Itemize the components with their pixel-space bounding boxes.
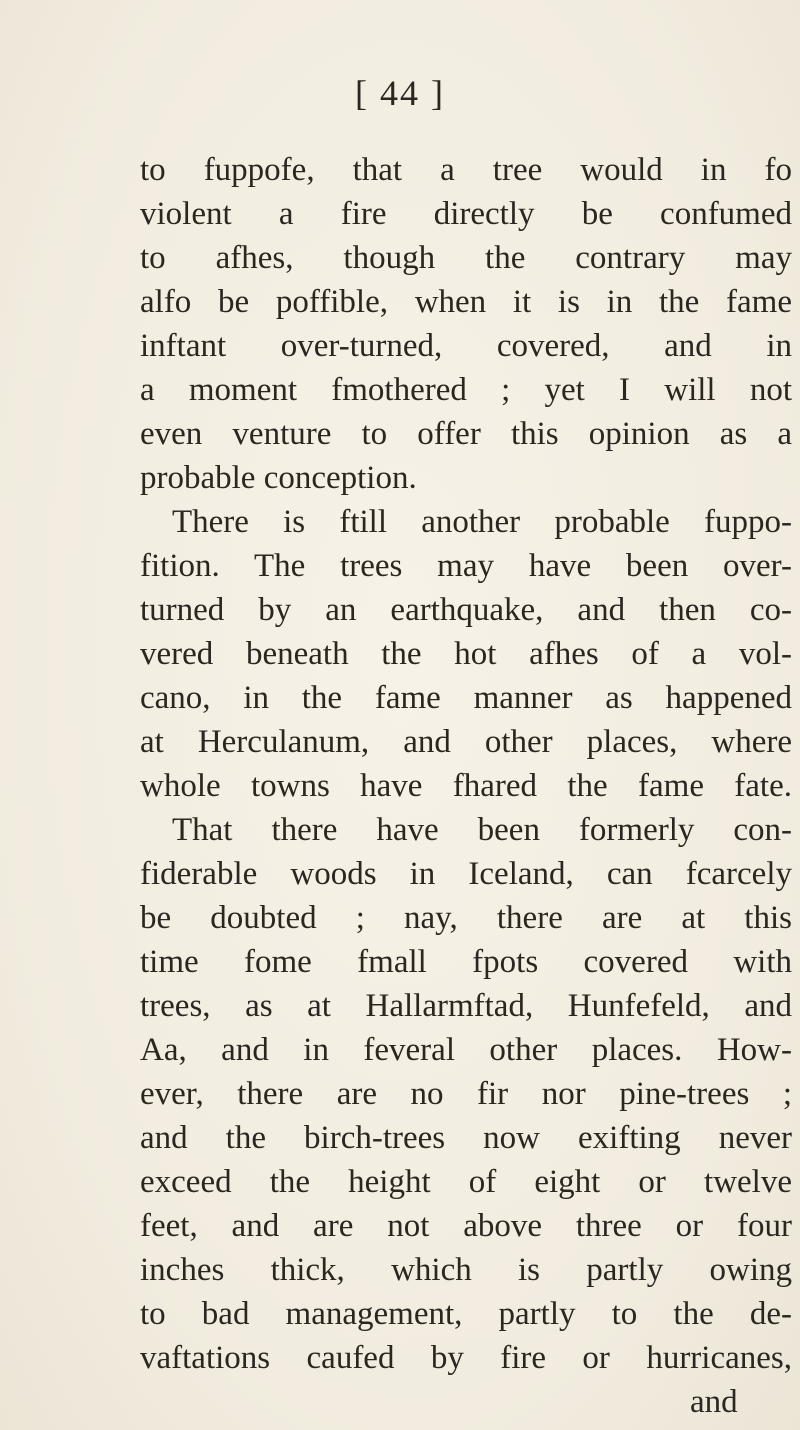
text-line: trees, as at Hallarmftad, Hunfefeld, and xyxy=(140,988,792,1024)
text-line: turned by an earthquake, and then co- xyxy=(140,592,792,628)
text-line: violent a fire directly be confumed xyxy=(140,196,792,232)
text-line: inftant over-turned, covered, and in xyxy=(140,328,792,364)
text-line: vered beneath the hot afhes of a vol- xyxy=(140,636,792,672)
text-line: cano, in the fame manner as happened xyxy=(140,680,792,716)
text-line: Aa, and in feveral other places. How- xyxy=(140,1032,792,1068)
text-line: to afhes, though the contrary may xyxy=(140,240,792,276)
text-line: feet, and are not above three or four xyxy=(140,1208,792,1244)
text-line: to fuppofe, that a tree would in fo xyxy=(140,152,792,188)
text-line: fiderable woods in Iceland, can fcarcely xyxy=(140,856,792,892)
catchword: and xyxy=(690,1384,738,1420)
text-line: and the birch-trees now exifting never xyxy=(140,1120,792,1156)
text-line: inches thick, which is partly owing xyxy=(140,1252,792,1288)
text-line: whole towns have fhared the fame fate. xyxy=(140,768,792,804)
text-line: at Herculanum, and other places, where xyxy=(140,724,792,760)
text-line: even venture to offer this opinion as a xyxy=(140,416,792,452)
text-line: probable conception. xyxy=(140,460,417,496)
text-line: to bad management, partly to the de- xyxy=(140,1296,792,1332)
text-line: That there have been formerly con- xyxy=(172,812,792,848)
text-line: alfo be poffible, when it is in the fame xyxy=(140,284,792,320)
page-number-header: [ 44 ] xyxy=(355,73,445,113)
text-line: time fome fmall fpots covered with xyxy=(140,944,792,980)
text-line: ever, there are no fir nor pine-trees ; xyxy=(140,1076,792,1112)
text-line: There is ftill another probable fuppo- xyxy=(172,504,792,540)
text-line: fition. The trees may have been over- xyxy=(140,548,792,584)
text-line: vaftations caufed by fire or hurricanes, xyxy=(140,1340,792,1376)
text-line: exceed the height of eight or twelve xyxy=(140,1164,792,1200)
text-line: be doubted ; nay, there are at this xyxy=(140,900,792,936)
text-line: a moment fmothered ; yet I will not xyxy=(140,372,792,408)
